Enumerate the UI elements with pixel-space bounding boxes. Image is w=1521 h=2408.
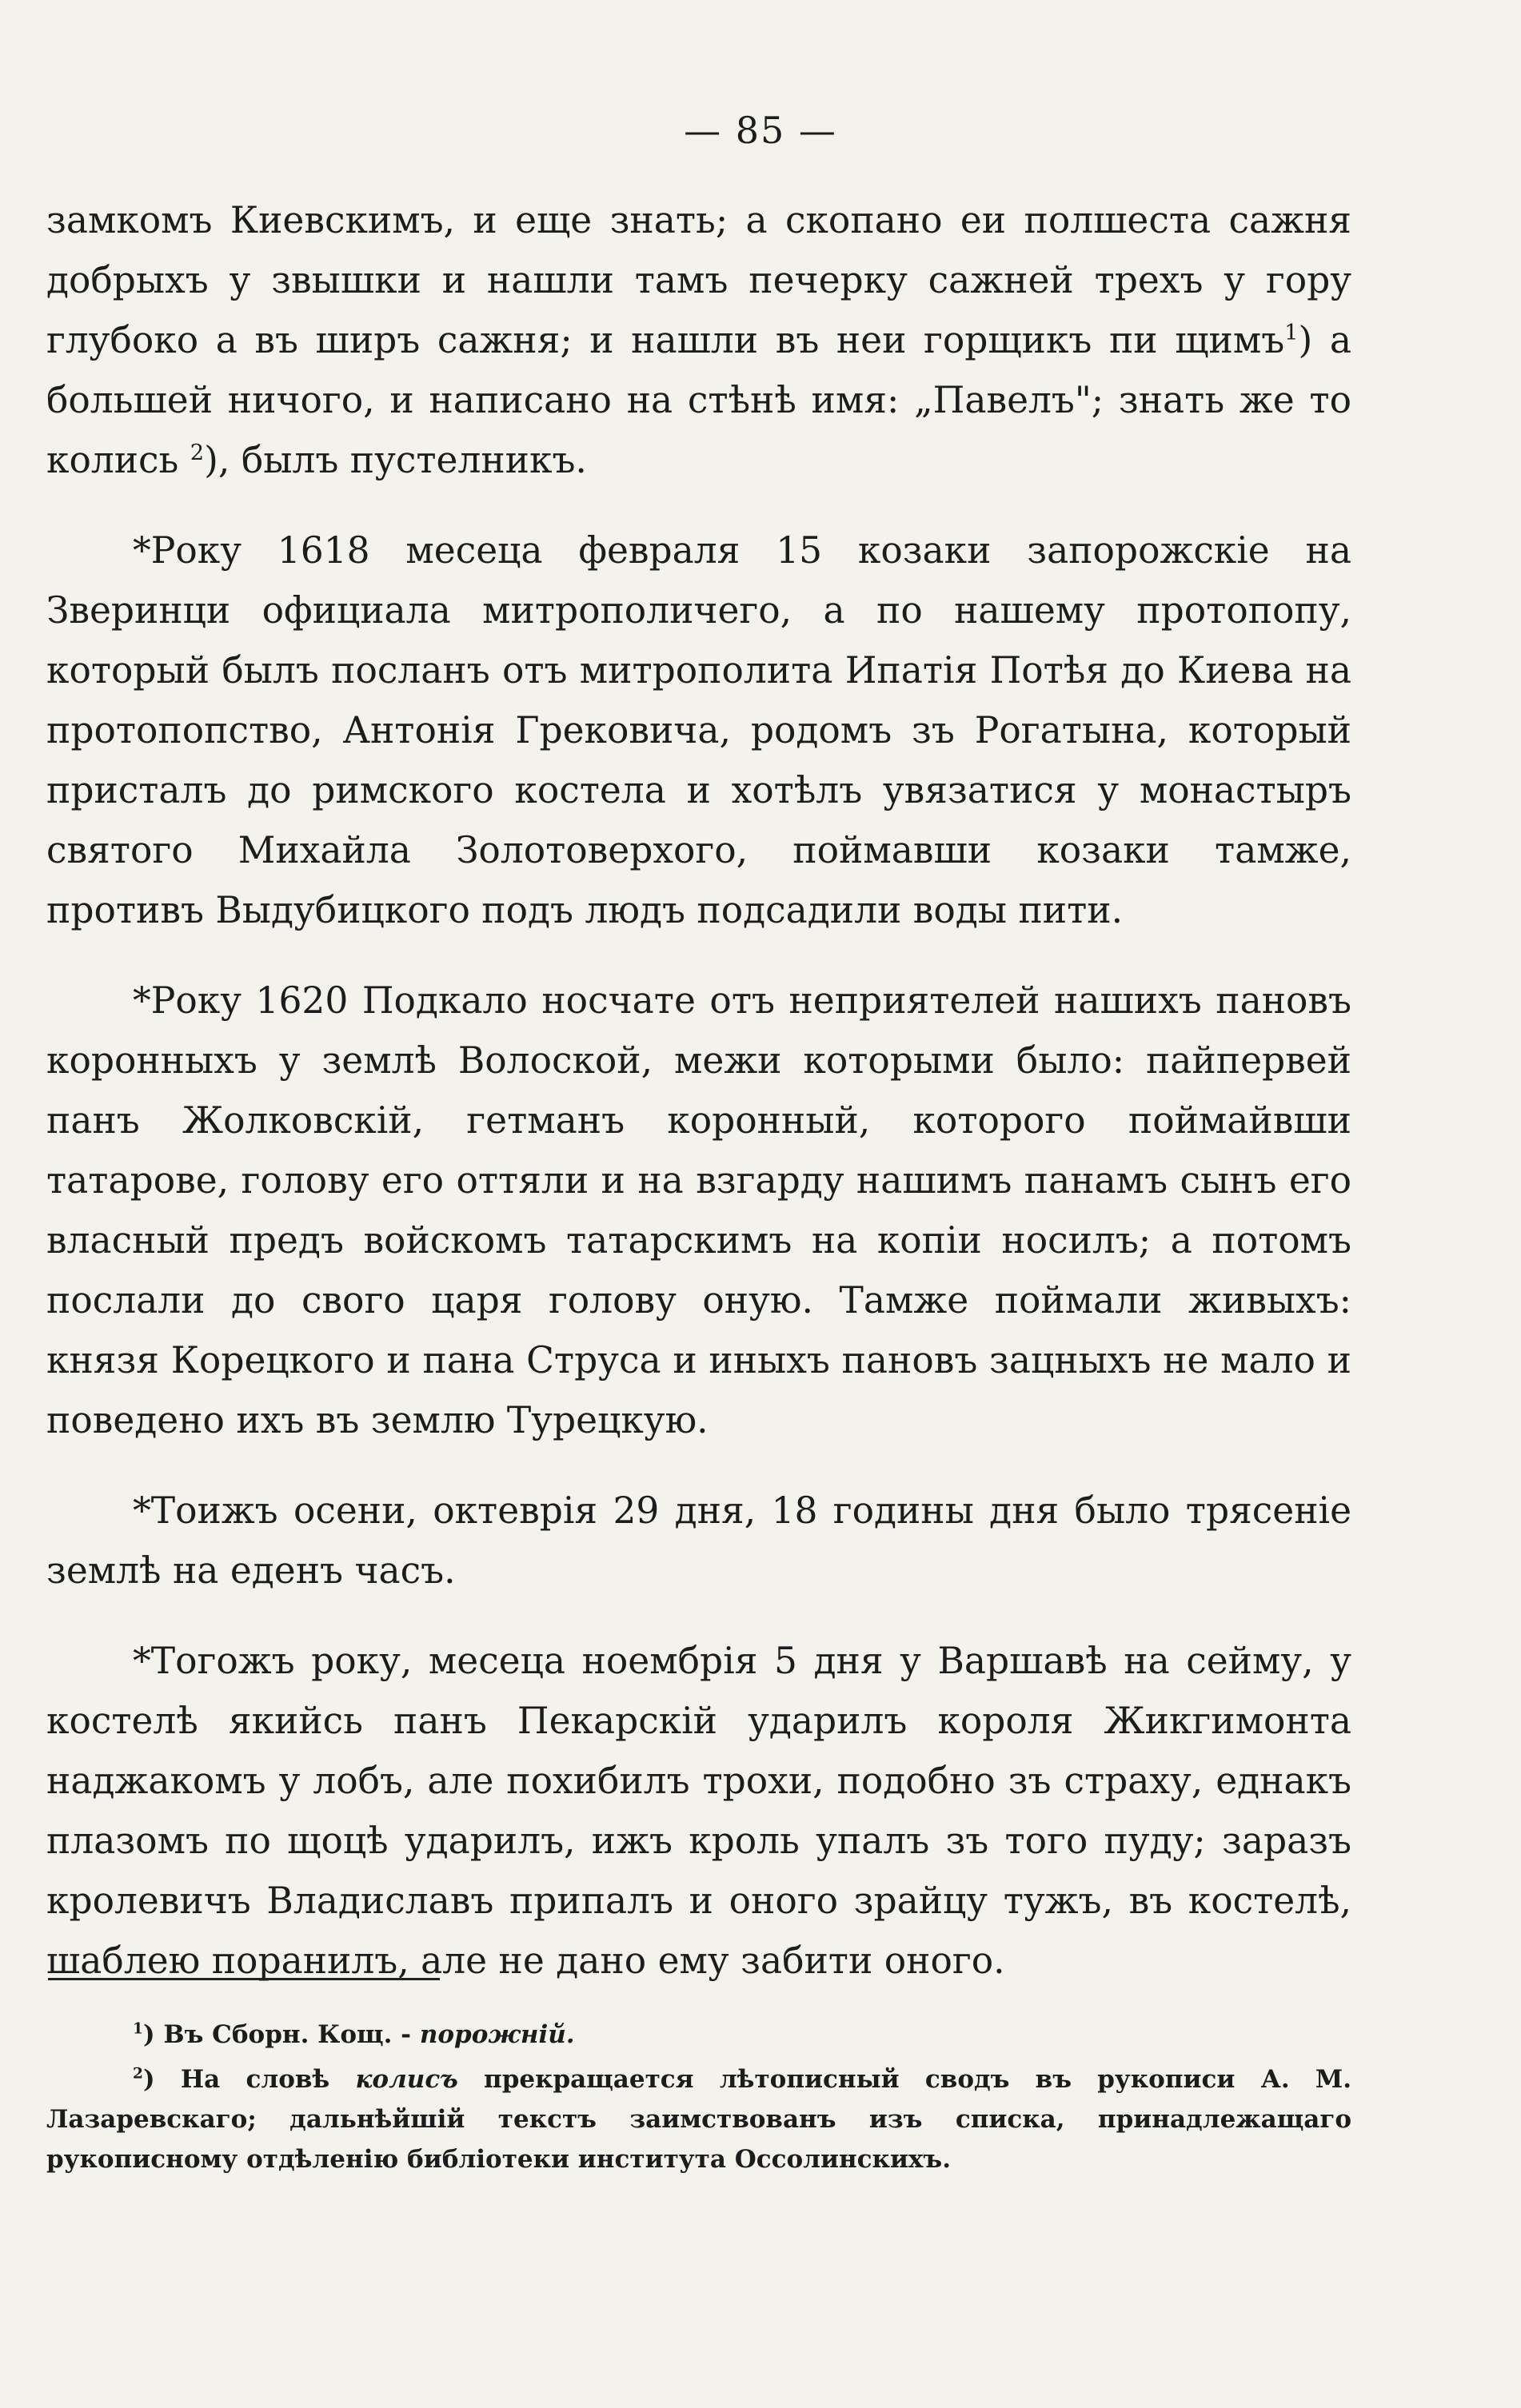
main-text (46, 190, 1351, 1991)
paragraph-1-text-c: ), былъ пустелникъ. (204, 439, 587, 481)
paragraph-1-text-a: замкомъ Киевскимъ, и еще знать; а скопано еи полшеста сажня добрыхъ у звышки и нашли тамъ печерку сажней трехъ у гору глубоко а въ ширъ сажня; и нашли въ неи горщикъ пи щимъ (46, 199, 1351, 361)
footnote-2-text-a: ) На словѣ (142, 2065, 356, 2094)
footnote-divider (48, 1978, 440, 1980)
page-number: — 85 — (684, 109, 837, 152)
footnote-1 (46, 2015, 1351, 2055)
paragraph-5: *Тогожъ року, месеца ноембрія 5 дня у Варшавѣ на сейму, у костелѣ якийсь панъ Пекарскій ударилъ короля Жикгимонта наджакомъ у лобъ, але похибилъ трохи, подобно зъ страху, еднакъ плазомъ по щоцѣ ударилъ, ижъ кроль упалъ зъ того пуду; заразъ кролевичъ Владиславъ припалъ и оного зрайцу тужъ, въ костелѣ, шаблею поранилъ, але не дано ему забити оного. (46, 1640, 1351, 1982)
footnote-ref-1: 1 (1284, 320, 1299, 345)
footnote-1-italic: порожній. (419, 2020, 575, 2049)
footnote-1-text: ) Въ Сборн. Кощ. - (142, 2020, 420, 2049)
footnote-2 (46, 2059, 1351, 2179)
footnote-2-italic: колисъ (355, 2065, 458, 2094)
footnote-ref-2: 2 (190, 440, 205, 465)
paragraph-1-text-b: ) а большей ничого, и написано на стѣнѣ имя: „Павелъ"; знать же то колись (46, 319, 1352, 481)
paragraph-2: *Року 1618 месеца февраля 15 козаки запорожскіе на Зверинци официала митрополичего, а по нашему протопопу, который былъ посланъ отъ митрополита Ипатія Потѣя до Киева на протопопство, Антонія Грековича, родомъ зъ Рогатына, который присталъ до римского костела и хотѣлъ увязатися у монастыръ святого Михайла Золотоверхого, поймавши козаки тамже, противъ Выдубицкого подъ людъ подсадили воды пити. (46, 529, 1351, 931)
paragraph-1 (46, 190, 1351, 490)
footnote-1-mark: 1 (133, 2020, 143, 2038)
footnote-2-mark: 2 (133, 2065, 143, 2083)
footnotes (46, 2015, 1351, 2179)
paragraph-3: *Року 1620 Подкало носчате отъ неприятелей нашихъ пановъ коронныхъ у землѣ Волоской, межи которыми было: пайпервей панъ Жолковскій, гетманъ коронный, которого поймайвши татарове, голову его оттяли и на взгарду нашимъ панамъ сынъ его власный предъ войскомъ татарскимъ на копіи носилъ; а потомъ послали до свого царя голову оную. Тамже поймали живыхъ: князя Корецкого и пана Струса и иныхъ пановъ зацныхъ не мало и поведено ихъ въ землю Турецкую. (46, 979, 1351, 1441)
paragraph-4: *Тоижъ осени, октеврія 29 дня, 18 годины дня было трясеніе землѣ на еденъ часъ. (46, 1489, 1351, 1592)
footnote-2-text-b: прекращается лѣтописный сводъ въ рукописи А. М. Лазаревскаго; дальнѣйшій текстъ заимствованъ изъ списка, принадлежащаго рукописному отдѣленію библіотеки института Оссолинскихъ. (46, 2065, 1351, 2174)
